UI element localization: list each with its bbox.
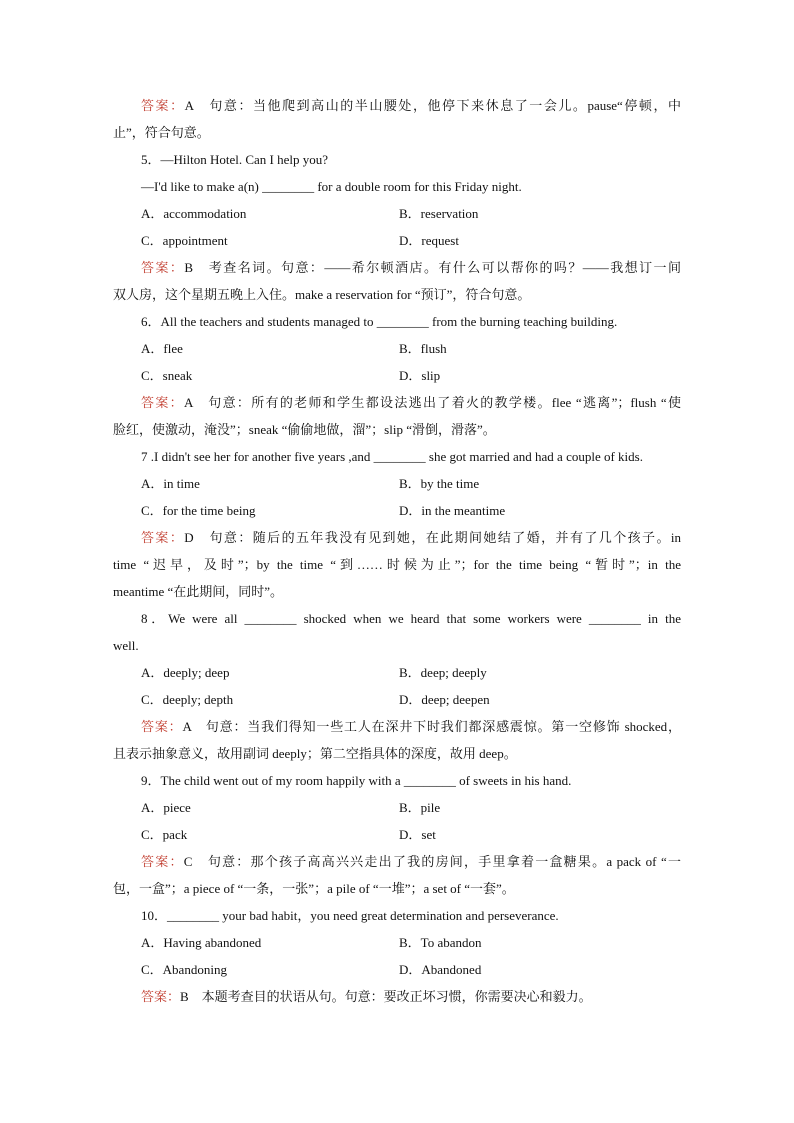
question-9-options-cd — [113, 821, 681, 848]
question-10-options-ab — [113, 929, 681, 956]
question-5-line-1: 5．—Hilton Hotel. Can I help you? — [141, 152, 329, 167]
document-page — [113, 92, 681, 1010]
question-9-options-ab — [113, 794, 681, 821]
question-8-line-1: 8．We were all ________ shocked when we heard that some workers were ________ in the — [141, 611, 681, 626]
answer-label: 答案： — [141, 989, 181, 1004]
question-5-options-cd — [113, 227, 681, 254]
option-c: C．pack — [141, 827, 188, 842]
answer-7-line-1: 答案：D 句意：随后的五年我没有见到她，在此期间她结了婚，并有了几个孩子。in — [141, 530, 681, 545]
option-a: A．accommodation — [141, 206, 247, 221]
answer-9-line-1: 答案：C 句意：那个孩子高高兴兴走出了我的房间，手里拿着一盒糖果。a pack of “一 — [141, 854, 681, 869]
question-6-line-1: 6．All the teachers and students managed to ________ from the burning teaching building. — [141, 314, 618, 329]
option-d: D．set — [399, 827, 436, 842]
option-b: B．by the time — [399, 476, 480, 491]
option-d: D．request — [399, 233, 459, 248]
question-7-options-cd — [113, 497, 681, 524]
answer-5-line-2: 双人房，这个星期五晚上入住。make a reservation for “预订”，符合句意。 — [113, 287, 531, 302]
question-5-line-2: —I'd like to make a(n) ________ for a double room for this Friday night. — [141, 179, 522, 194]
question-10-options-cd — [113, 956, 681, 983]
option-a: A．deeply; deep — [141, 665, 230, 680]
answer-5-line-1: 答案：B 考查名词。句意：——希尔顿酒店。有什么可以帮你的吗？——我想订一间 — [141, 260, 681, 275]
question-8-line-2: well. — [113, 638, 139, 653]
answer-6-line-2: 脸红，使激动，淹没”；sneak “偷偷地做，溜”；slip “滑倒，滑落”。 — [113, 422, 496, 437]
answer-label: 答案： — [141, 530, 185, 545]
answer-4-line-1: 答案：A 句意：当他爬到高山的半山腰处，他停下来休息了一会儿。pause“停顿，中 — [141, 98, 681, 113]
answer-9-line-2: 包，一盒”；a piece of “一条，一张”；a pile of “一堆”；a set of “一套”。 — [113, 881, 515, 896]
answer-4-line-2: 止”，符合句意。 — [113, 125, 210, 140]
option-d: D．in the meantime — [399, 503, 506, 518]
answer-6-line-1: 答案：A 句意：所有的老师和学生都设法逃出了着火的教学楼。flee “逃离”；flush “使 — [141, 395, 681, 410]
option-c: C．deeply; depth — [141, 692, 234, 707]
option-d: D．deep; deepen — [399, 692, 490, 707]
option-b: B．flush — [399, 341, 447, 356]
question-6-options-ab — [113, 335, 681, 362]
answer-7-line-3: meantime “在此期间，同时”。 — [113, 584, 284, 599]
question-9-line-1: 9．The child went out of my room happily with a ________ of sweets in his hand. — [141, 773, 572, 788]
option-c: C．appointment — [141, 233, 228, 248]
answer-7-line-2: time “迟早，及时”；by the time “到……时候为止”；for the time being “暂时”；in the — [113, 557, 681, 572]
answer-label: 答案： — [141, 260, 185, 275]
answer-label: 答案： — [141, 395, 184, 410]
option-b: B．To abandon — [399, 935, 482, 950]
question-10-line-1: 10．________ your bad habit，you need great determination and perseverance. — [141, 908, 559, 923]
option-c: C．sneak — [141, 368, 193, 383]
answer-label: 答案： — [141, 98, 185, 113]
answer-8-line-1: 答案：A 句意：当我们得知一些工人在深井下时我们都深感震惊。第一空修饰 shocked， — [141, 719, 681, 734]
option-d: D．Abandoned — [399, 962, 482, 977]
option-c: C．for the time being — [141, 503, 256, 518]
answer-label: 答案： — [141, 719, 183, 734]
question-8-options-cd — [113, 686, 681, 713]
question-5-options-ab — [113, 200, 681, 227]
option-c: C．Abandoning — [141, 962, 227, 977]
question-6-options-cd — [113, 362, 681, 389]
option-b: B．pile — [399, 800, 441, 815]
question-8-options-ab — [113, 659, 681, 686]
option-a: A．Having abandoned — [141, 935, 262, 950]
option-b: B．deep; deeply — [399, 665, 487, 680]
question-7-line-1: 7 .I didn't see her for another five years ,and ________ she got married and had a couple of kids. — [141, 449, 643, 464]
question-7-options-ab — [113, 470, 681, 497]
option-d: D．slip — [399, 368, 441, 383]
answer-8-line-2: 且表示抽象意义，故用副词 deeply；第二空指具体的深度，故用 deep。 — [113, 746, 517, 761]
option-a: A．in time — [141, 476, 200, 491]
answer-10-line-1: 答案：B 本题考查目的状语从句。句意：要改正坏习惯，你需要决心和毅力。 — [141, 989, 592, 1004]
option-a: A．flee — [141, 341, 183, 356]
option-b: B．reservation — [399, 206, 479, 221]
option-a: A．piece — [141, 800, 191, 815]
answer-label: 答案： — [141, 854, 184, 869]
